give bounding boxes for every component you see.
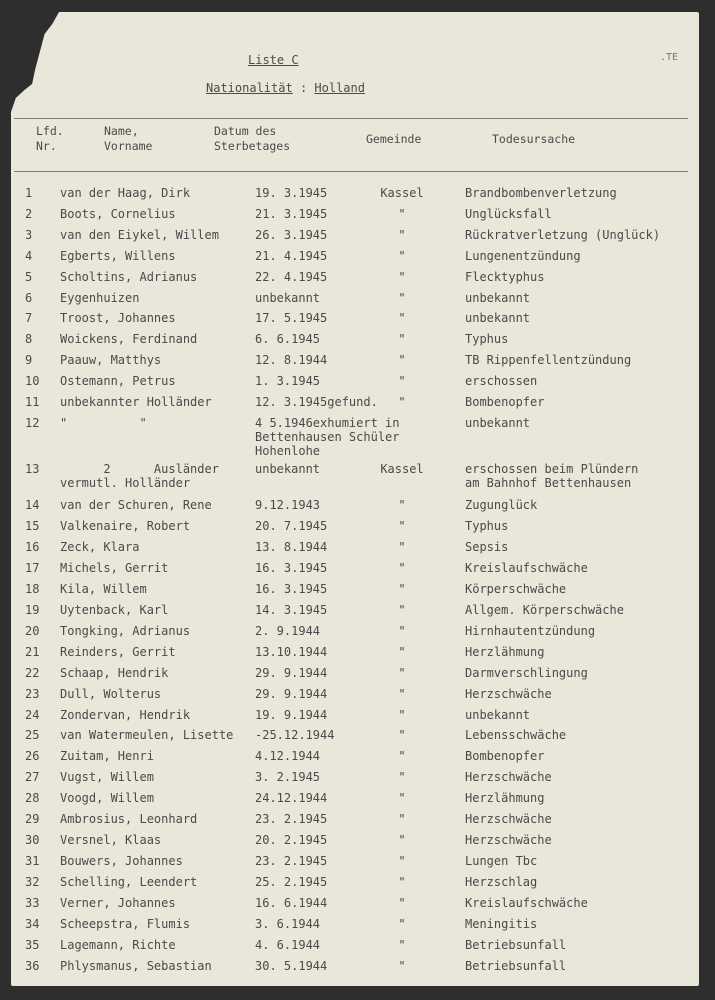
table-row	[0, 875, 715, 895]
table-row	[0, 749, 715, 769]
row-number: 2	[25, 206, 33, 221]
row-name: 2 Ausländer vermutl. Holländer	[60, 462, 219, 490]
row-number: 36	[25, 958, 40, 973]
row-number: 5	[25, 269, 33, 284]
row-name: van den Eiykel, Willem	[60, 227, 219, 242]
row-name: van Watermeulen, Lisette	[60, 728, 234, 743]
row-gemeinde: Kassel	[380, 186, 424, 200]
row-cause: Darmverschlingung	[465, 665, 588, 680]
header-rule-top	[14, 118, 688, 119]
row-gemeinde: "	[398, 644, 406, 659]
row-gemeinde: "	[398, 498, 406, 512]
row-name: Ostemann, Petrus	[60, 374, 176, 389]
row-name: Tongking, Adrianus	[60, 623, 191, 638]
row-date: 30. 5.1944	[255, 958, 328, 973]
row-cause: Herzschwäche	[465, 833, 552, 848]
row-date: 6. 6.1945	[255, 332, 321, 347]
row-number: 12	[25, 416, 40, 430]
row-cause: erschossen beim Plündern am Bahnhof Bettenhausen	[465, 462, 639, 490]
row-cause: Rückratverletzung (Unglück)	[465, 227, 661, 242]
row-date: 21. 4.1945	[255, 248, 328, 263]
row-cause: unbekannt	[465, 707, 531, 722]
row-date: 16. 3.1945	[255, 581, 328, 596]
table-row	[0, 270, 715, 290]
row-gemeinde: "	[398, 311, 406, 326]
nationality-separator: :	[299, 81, 308, 95]
row-gemeinde: "	[398, 937, 406, 952]
table-row	[0, 770, 715, 790]
row-gemeinde: Kassel	[380, 462, 424, 476]
col-header-nr: Lfd. Nr.	[36, 124, 64, 153]
row-name: Dull, Wolterus	[60, 686, 162, 701]
table-row	[0, 728, 715, 748]
row-name: Zondervan, Hendrik	[60, 707, 191, 722]
nationality-value: Holland	[314, 81, 365, 95]
row-number: 21	[25, 644, 40, 659]
row-number: 30	[25, 833, 40, 848]
row-date: 22. 4.1945	[255, 269, 328, 284]
table-row	[0, 416, 715, 458]
row-number: 8	[25, 332, 33, 347]
row-name: Zeck, Klara	[60, 539, 140, 554]
row-cause: Herzschwäche	[465, 770, 552, 785]
row-name: Scheepstra, Flumis	[60, 917, 191, 931]
table-row	[0, 561, 715, 581]
row-cause: Hirnhautentzündung	[465, 623, 596, 638]
corner-mark: .TE	[660, 52, 679, 63]
table-row	[0, 791, 715, 811]
table-row	[0, 917, 715, 937]
row-date: 20. 7.1945	[255, 518, 328, 533]
row-number: 10	[25, 374, 40, 389]
row-date: 14. 3.1945	[255, 602, 328, 617]
row-number: 33	[25, 896, 40, 911]
table-row	[0, 603, 715, 623]
table-row	[0, 395, 715, 415]
row-name: Versnel, Klaas	[60, 833, 162, 848]
table-row	[0, 624, 715, 644]
row-date: 29. 9.1944	[255, 686, 328, 701]
row-gemeinde: "	[398, 206, 406, 221]
table-row	[0, 666, 715, 686]
table-row	[0, 353, 715, 373]
row-date: 9.12.1943	[255, 498, 321, 512]
row-gemeinde: "	[398, 854, 406, 869]
row-cause: Lebensschwäche	[465, 728, 567, 743]
row-number: 29	[25, 812, 40, 827]
nationality-label: Nationalität	[206, 81, 293, 95]
row-cause: Unglücksfall	[465, 206, 552, 221]
row-gemeinde: "	[398, 602, 406, 617]
row-date: 21. 3.1945	[255, 206, 328, 221]
row-cause: Betriebsunfall	[465, 958, 567, 973]
row-gemeinde: "	[398, 332, 406, 347]
row-number: 7	[25, 311, 33, 326]
table-row	[0, 291, 715, 311]
row-name: Phlysmanus, Sebastian	[60, 958, 212, 973]
row-name: Paauw, Matthys	[60, 353, 162, 368]
row-date: 12. 3.1945gefund.	[255, 395, 378, 409]
table-row	[0, 186, 715, 206]
table-row	[0, 687, 715, 707]
row-date: 17. 5.1945	[255, 311, 328, 326]
row-gemeinde: "	[398, 290, 406, 305]
table-row	[0, 228, 715, 248]
row-cause: Lungen Tbc	[465, 854, 538, 869]
row-gemeinde: "	[398, 269, 406, 284]
row-number: 17	[25, 560, 40, 575]
row-date: 29. 9.1944	[255, 665, 328, 680]
row-cause: Herzlähmung	[465, 644, 545, 659]
row-date: 13. 8.1944	[255, 539, 328, 554]
row-number: 27	[25, 770, 40, 785]
row-name: Zuitam, Henri	[60, 749, 154, 764]
col-header-name: Name, Vorname	[104, 124, 153, 153]
row-date: 3. 6.1944	[255, 917, 321, 931]
row-number: 16	[25, 539, 40, 554]
row-cause: TB Rippenfellentzündung	[465, 353, 632, 368]
row-name: Egberts, Willens	[60, 248, 176, 263]
row-gemeinde: "	[398, 728, 406, 743]
row-gemeinde: "	[398, 917, 406, 931]
table-row	[0, 374, 715, 394]
row-name: Woickens, Ferdinand	[60, 332, 198, 347]
row-number: 25	[25, 728, 40, 743]
table-row	[0, 498, 715, 518]
row-gemeinde: "	[398, 581, 406, 596]
table-row	[0, 708, 715, 728]
row-gemeinde: "	[398, 791, 406, 806]
col-header-gemeinde: Gemeinde	[366, 132, 422, 146]
row-cause: unbekannt	[465, 416, 531, 430]
row-name: Eygenhuizen	[60, 290, 140, 305]
row-date: 23. 2.1945	[255, 812, 328, 827]
col-header-cause: Todesursache	[492, 132, 576, 146]
row-number: 24	[25, 707, 40, 722]
row-name: Schelling, Leendert	[60, 875, 198, 890]
row-cause: erschossen	[465, 374, 538, 389]
table-row	[0, 896, 715, 916]
row-gemeinde: "	[398, 749, 406, 764]
nationality-line	[206, 81, 365, 95]
table-row	[0, 645, 715, 665]
row-date: unbekannt	[255, 290, 321, 305]
row-name: Troost, Johannes	[60, 311, 176, 326]
row-number: 3	[25, 227, 33, 242]
row-gemeinde: "	[398, 518, 406, 533]
row-number: 28	[25, 791, 40, 806]
torn-corner	[11, 12, 59, 112]
table-row	[0, 812, 715, 832]
row-date: 3. 2.1945	[255, 770, 321, 785]
row-name: Kila, Willem	[60, 581, 147, 596]
row-number: 34	[25, 917, 40, 931]
row-cause: Herzschlag	[465, 875, 538, 890]
table-row	[0, 833, 715, 853]
row-name: Boots, Cornelius	[60, 206, 176, 221]
row-date: 24.12.1944	[255, 791, 328, 806]
row-number: 26	[25, 749, 40, 764]
row-name: Lagemann, Richte	[60, 937, 176, 952]
row-name: van der Haag, Dirk	[60, 186, 191, 200]
row-gemeinde: "	[398, 770, 406, 785]
row-cause: Bombenopfer	[465, 749, 545, 764]
row-number: 35	[25, 937, 40, 952]
row-name: Schaap, Hendrik	[60, 665, 169, 680]
row-cause: Sepsis	[465, 539, 509, 554]
row-cause: Typhus	[465, 332, 509, 347]
row-name: Bouwers, Johannes	[60, 854, 183, 869]
row-name: Voogd, Willem	[60, 791, 154, 806]
table-row	[0, 462, 715, 490]
row-cause: Bombenopfer	[465, 395, 545, 409]
row-date: 26. 3.1945	[255, 227, 328, 242]
row-cause: Typhus	[465, 518, 509, 533]
row-cause: Kreislaufschwäche	[465, 560, 588, 575]
row-gemeinde: "	[398, 248, 406, 263]
row-number: 20	[25, 623, 40, 638]
list-title: Liste C	[248, 53, 299, 67]
row-date: unbekannt	[255, 462, 321, 476]
table-row	[0, 582, 715, 602]
row-name: Reinders, Gerrit	[60, 644, 176, 659]
row-number: 19	[25, 602, 40, 617]
row-date: 16. 3.1945	[255, 560, 328, 575]
row-number: 6	[25, 290, 33, 305]
row-gemeinde: "	[398, 623, 406, 638]
row-name: " "	[60, 416, 147, 430]
table-row	[0, 938, 715, 958]
row-number: 11	[25, 395, 40, 409]
row-number: 9	[25, 353, 33, 368]
row-name: van der Schuren, Rene	[60, 498, 212, 512]
table-row	[0, 959, 715, 979]
row-date: 4 5.1946exhumiert in Bettenhausen Schüler Hohenlohe	[255, 416, 400, 458]
row-number: 31	[25, 854, 40, 869]
row-number: 13	[25, 462, 40, 476]
row-date: 25. 2.1945	[255, 875, 328, 890]
row-date: 19. 3.1945	[255, 186, 328, 200]
row-name: Valkenaire, Robert	[60, 518, 191, 533]
header-rule-bottom	[14, 171, 688, 172]
row-date: 19. 9.1944	[255, 707, 328, 722]
row-cause: Herzschwäche	[465, 812, 552, 827]
row-date: 20. 2.1945	[255, 833, 328, 848]
table-row	[0, 207, 715, 227]
row-gemeinde: "	[398, 686, 406, 701]
row-cause: Körperschwäche	[465, 581, 567, 596]
row-gemeinde: "	[398, 539, 406, 554]
row-gemeinde: "	[398, 665, 406, 680]
row-name: unbekannter Holländer	[60, 395, 212, 409]
row-name: Verner, Johannes	[60, 896, 176, 911]
row-gemeinde: "	[398, 958, 406, 973]
row-date: 13.10.1944	[255, 644, 328, 659]
row-number: 22	[25, 665, 40, 680]
row-date: 4. 6.1944	[255, 937, 321, 952]
row-cause: Herzschwäche	[465, 686, 552, 701]
row-gemeinde: "	[398, 833, 406, 848]
row-gemeinde: "	[398, 896, 406, 911]
row-number: 15	[25, 518, 40, 533]
row-gemeinde: "	[398, 374, 406, 389]
row-cause: Herzlähmung	[465, 791, 545, 806]
row-date: 1. 3.1945	[255, 374, 321, 389]
col-header-date: Datum des Sterbetages	[214, 124, 291, 153]
table-row	[0, 854, 715, 874]
row-date: 12. 8.1944	[255, 353, 328, 368]
row-cause: Zugunglück	[465, 498, 538, 512]
table-row	[0, 540, 715, 560]
row-gemeinde: "	[398, 707, 406, 722]
row-cause: unbekannt	[465, 311, 531, 326]
row-cause: Lungenentzündung	[465, 248, 581, 263]
row-gemeinde: "	[398, 875, 406, 890]
row-cause: Betriebsunfall	[465, 937, 567, 952]
row-number: 4	[25, 248, 33, 263]
row-gemeinde: "	[398, 560, 406, 575]
row-name: Ambrosius, Leonhard	[60, 812, 198, 827]
row-cause: Allgem. Körperschwäche	[465, 602, 624, 617]
row-number: 14	[25, 498, 40, 512]
row-number: 18	[25, 581, 40, 596]
row-date: -25.12.1944	[255, 728, 335, 743]
row-name: Vugst, Willem	[60, 770, 154, 785]
row-gemeinde: "	[398, 353, 406, 368]
row-cause: Flecktyphus	[465, 269, 545, 284]
table-row	[0, 332, 715, 352]
table-row	[0, 249, 715, 269]
row-cause: Meningitis	[465, 917, 538, 931]
table-row	[0, 311, 715, 331]
row-gemeinde: "	[398, 812, 406, 827]
row-date: 2. 9.1944	[255, 623, 321, 638]
row-gemeinde: "	[398, 395, 406, 409]
row-name: Michels, Gerrit	[60, 560, 169, 575]
row-name: Scholtins, Adrianus	[60, 269, 198, 284]
table-row	[0, 519, 715, 539]
row-date: 16. 6.1944	[255, 896, 328, 911]
row-cause: Brandbombenverletzung	[465, 186, 617, 200]
row-cause: unbekannt	[465, 290, 531, 305]
row-name: Uytenback, Karl	[60, 602, 169, 617]
row-number: 23	[25, 686, 40, 701]
row-gemeinde: "	[398, 227, 406, 242]
row-cause: Kreislaufschwäche	[465, 896, 588, 911]
row-date: 4.12.1944	[255, 749, 321, 764]
row-number: 32	[25, 875, 40, 890]
row-number: 1	[25, 186, 33, 200]
row-date: 23. 2.1945	[255, 854, 328, 869]
